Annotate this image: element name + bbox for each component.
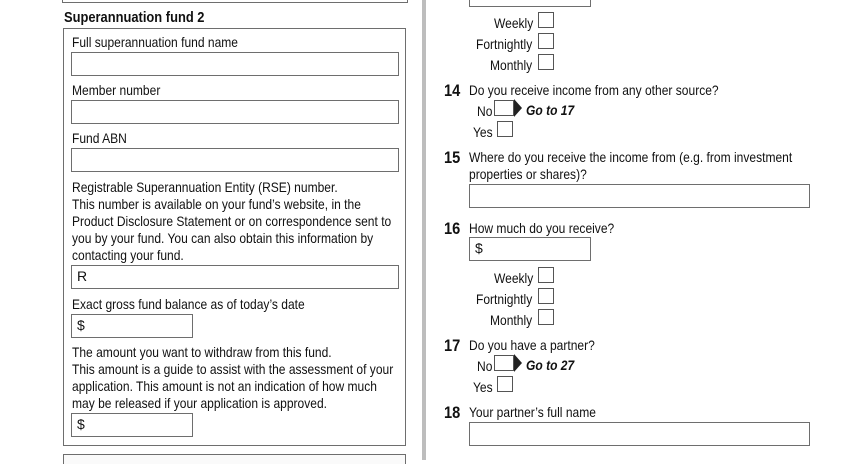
fund-name-label: Full superannuation fund name	[72, 34, 239, 50]
withdraw-dollar-prefix: $	[77, 416, 85, 432]
q17-yes-label: Yes	[473, 379, 493, 395]
rse-label-line-5: contacting your fund.	[72, 247, 184, 263]
freq-top-weekly-checkbox[interactable]	[538, 12, 554, 28]
member-number-label: Member number	[72, 82, 161, 98]
q14-yes-checkbox[interactable]	[497, 121, 513, 137]
column-divider	[422, 0, 426, 460]
withdraw-amount-input[interactable]	[71, 413, 193, 437]
q16-question: How much do you receive?	[469, 220, 615, 236]
fund-abn-input[interactable]	[71, 148, 399, 172]
q15-income-source-input[interactable]	[469, 184, 810, 208]
rse-label-line-3: Product Disclosure Statement or on correspondence sent to	[72, 213, 392, 229]
q17-no-label: No	[477, 358, 493, 374]
freq-top-weekly-label: Weekly	[494, 15, 534, 31]
q14-number: 14	[444, 81, 461, 100]
rse-number-input[interactable]	[71, 265, 399, 289]
q16-monthly-checkbox[interactable]	[538, 309, 554, 325]
member-number-input[interactable]	[71, 100, 399, 124]
freq-top-fortnightly-label: Fortnightly	[476, 36, 533, 52]
q16-weekly-checkbox[interactable]	[538, 267, 554, 283]
fund-name-input[interactable]	[71, 52, 399, 76]
q16-dollar-prefix: $	[475, 240, 483, 256]
balance-input[interactable]	[71, 314, 193, 338]
q15-question-line-1: Where do you receive the income from (e.g. from investment	[469, 149, 793, 165]
freq-top-monthly-checkbox[interactable]	[538, 54, 554, 70]
rse-label-line-2: This number is available on your fund’s website, in the	[72, 196, 361, 212]
q15-number: 15	[444, 148, 461, 167]
q14-yes-label: Yes	[473, 124, 493, 140]
q14-question: Do you receive income from any other source?	[469, 82, 719, 98]
freq-top-fortnightly-checkbox[interactable]	[538, 33, 554, 49]
top-field-stub[interactable]	[62, 0, 408, 3]
withdraw-label-line-1: The amount you want to withdraw from this fund.	[72, 344, 332, 360]
q18-question: Your partner’s full name	[469, 404, 596, 420]
balance-label: Exact gross fund balance as of today’s date	[72, 296, 305, 312]
next-section-panel	[63, 454, 406, 464]
fund-abn-label: Fund ABN	[72, 130, 127, 146]
amount-input-top[interactable]	[469, 0, 591, 7]
q17-goto: Go to 27	[526, 357, 575, 373]
q16-number: 16	[444, 219, 461, 238]
rse-label-line-4: you by your fund. You can also obtain this information by	[72, 230, 374, 246]
q16-monthly-label: Monthly	[490, 312, 533, 328]
q14-no-label: No	[477, 103, 493, 119]
q17-question: Do you have a partner?	[469, 337, 595, 353]
q16-weekly-label: Weekly	[494, 270, 534, 286]
section-title: Superannuation fund 2	[64, 9, 205, 26]
q14-no-checkbox[interactable]	[494, 100, 514, 116]
withdraw-label-line-2: This amount is a guide to assist with the assessment of your	[72, 361, 394, 377]
q17-no-checkbox[interactable]	[494, 355, 514, 371]
q18-partner-name-input[interactable]	[469, 422, 810, 446]
withdraw-label-line-3: application. This amount is not an indication of how much	[72, 378, 377, 394]
q16-fortnightly-label: Fortnightly	[476, 291, 533, 307]
q17-yes-checkbox[interactable]	[497, 376, 513, 392]
q15-question-line-2: properties or shares)?	[469, 166, 587, 182]
withdraw-label-line-4: may be released if your application is approved.	[72, 395, 328, 411]
q18-number: 18	[444, 403, 461, 422]
q16-amount-input[interactable]	[469, 237, 591, 261]
balance-dollar-prefix: $	[77, 317, 85, 333]
q17-number: 17	[444, 336, 461, 355]
q14-goto: Go to 17	[526, 102, 575, 118]
freq-top-monthly-label: Monthly	[490, 57, 533, 73]
q16-fortnightly-checkbox[interactable]	[538, 288, 554, 304]
rse-label-line-1: Registrable Superannuation Entity (RSE) number.	[72, 179, 338, 195]
q17-goto-arrow-icon	[514, 354, 522, 372]
rse-prefix: R	[77, 268, 88, 284]
q14-goto-arrow-icon	[514, 99, 522, 117]
